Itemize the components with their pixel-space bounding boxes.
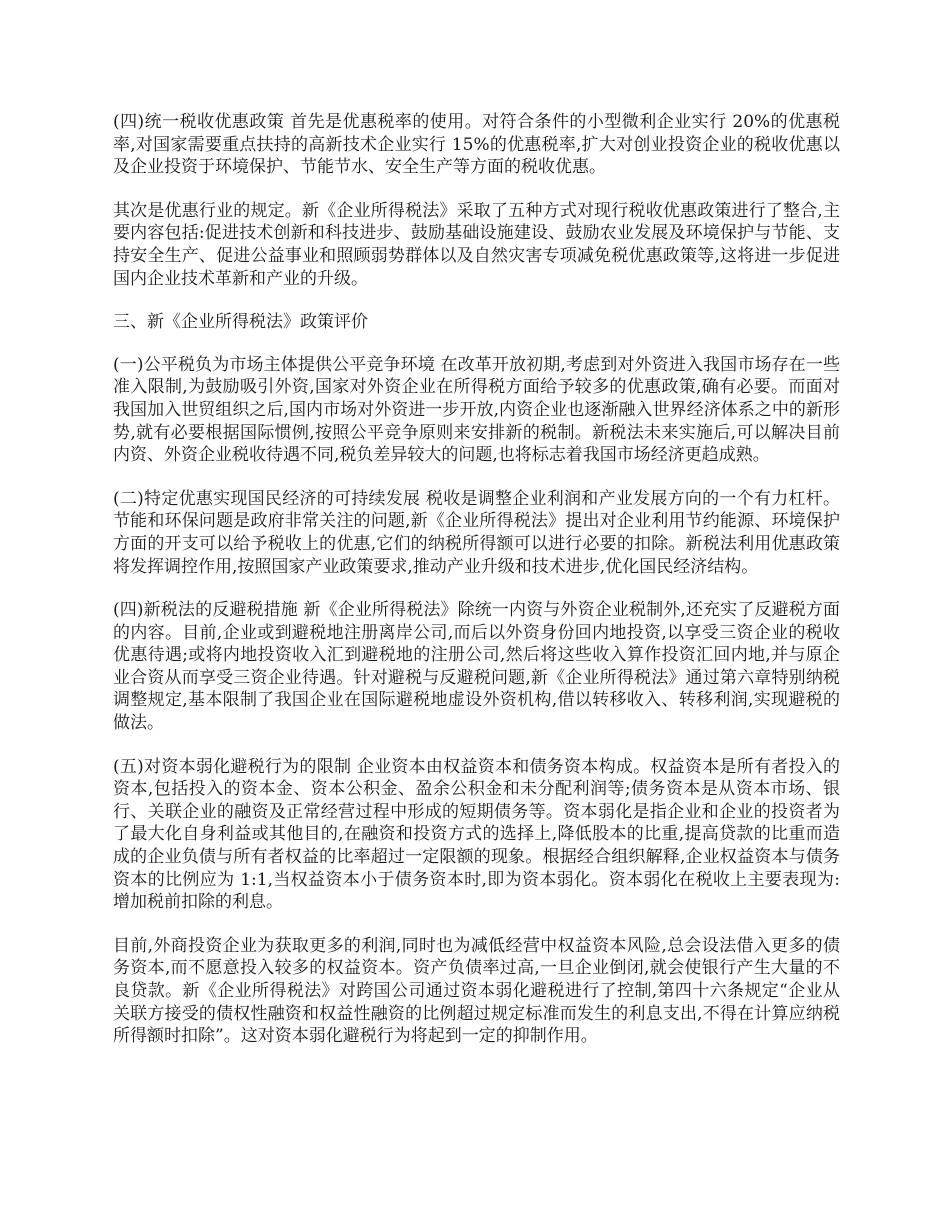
paragraph-thin-capitalization: (五)对资本弱化避税行为的限制 企业资本由权益资本和债务资本构成。权益资本是所有者投入的资本,包括投入的资本金、资本公积金、盈余公积金和未分配利润等;债务资本是从资本市场、银行、关联企业的融资及正常经营过程中形成的短期债务等。资本弱化是指企业和企业的投资者为了最大化自身利益或其他目的,在融资和投资方式的选择上,降低股本的比重,提高贷款的比重而造成的企业负债与所有者权益的比率超过一定限额的现象。根据经合组织解释,企业权益资本与债务资本的比例应为 1:1,当权益资本小于债务资本时,即为资本弱化。资本弱化在税收上主要表现为:增加税前扣除的利息。 xyxy=(113,756,840,913)
paragraph-anti-avoidance: (四)新税法的反避税措施 新《企业所得税法》除统一内资与外资企业税制外,还充实了反避税方面的内容。目前,企业或到避税地注册离岸公司,而后以外资身份回内地投资,以享受三资企业的税收优惠待遇;或将内地投资收入汇到避税地的注册公司,然后将这些收入算作投资汇回内地,并与原企业合资从而享受三资企业待遇。针对避税与反避税问题,新《企业所得税法》通过第六章特别纳税调整规定,基本限制了我国企业在国际避税地虚设外资机构,借以转移收入、转移利润,实现避税的做法。 xyxy=(113,600,840,734)
paragraph-unified-tax-incentives: (四)统一税收优惠政策 首先是优惠税率的使用。对符合条件的小型微利企业实行 20%的优惠税率,对国家需要重点扶持的高新技术企业实行 15%的优惠税率,扩大对创业投资企业的税收优惠以及企业投资于环境保护、节能节水、安全生产等方面的税收优惠。 xyxy=(113,112,840,178)
document-body xyxy=(113,111,840,1069)
section-heading-policy-evaluation: 三、新《企业所得税法》政策评价 xyxy=(113,312,368,333)
paragraph-fair-tax-burden: (一)公平税负为市场主体提供公平竞争环境 在改革开放初期,考虑到对外资进入我国市场存在一些准入限制,为鼓励吸引外资,国家对外资企业在所得税方面给予较多的优惠政策,确有必要。而面对我国加入世贸组织之后,国内市场对外资进一步开放,内资企业也逐渐融入世界经济体系之中的新形势,就有必要根据国际惯例,按照公平竞争原则来安排新的税制。新税法未来实施后,可以解决目前内资、外资企业税收待遇不同,税负差异较大的问题,也将标志着我国市场经济更趋成熟。 xyxy=(113,354,840,466)
paragraph-foreign-investment-debt: 目前,外商投资企业为获取更多的利润,同时也为减低经营中权益资本风险,总会设法借入更多的债务资本,而不愿意投入较多的权益资本。资产负债率过高,一旦企业倒闭,就会使银行产生大量的不良贷款。新《企业所得税法》对跨国公司通过资本弱化避税进行了控制,第四十六条规定“企业从关联方接受的债权性融资和权益性融资的比例超过规定标准而发生的利息支出,不得在计算应纳税所得额时扣除”。这对资本弱化避税行为将起到一定的抑制作用。 xyxy=(113,935,840,1047)
paragraph-sustainable-development: (二)特定优惠实现国民经济的可持续发展 税收是调整企业利润和产业发展方向的一个有力杠杆。节能和环保问题是政府非常关注的问题,新《企业所得税法》提出对企业利用节约能源、环境保护方面的开支可以给予税收上的优惠,它们的纳税所得额可以进行必要的扣除。新税法利用优惠政策将发挥调控作用,按照国家产业政策要求,推动产业升级和技术进步,优化国民经济结构。 xyxy=(113,488,840,577)
paragraph-preferential-industries: 其次是优惠行业的规定。新《企业所得税法》采取了五种方式对现行税收优惠政策进行了整合,主要内容包括:促进技术创新和科技进步、鼓励基础设施建设、鼓励农业发展及环境保护与节能、支持安全生产、促进公益事业和照顾弱势群体以及自然灾害专项减免税优惠政策等,这将进一步促进国内企业技术革新和产业的升级。 xyxy=(113,200,840,289)
